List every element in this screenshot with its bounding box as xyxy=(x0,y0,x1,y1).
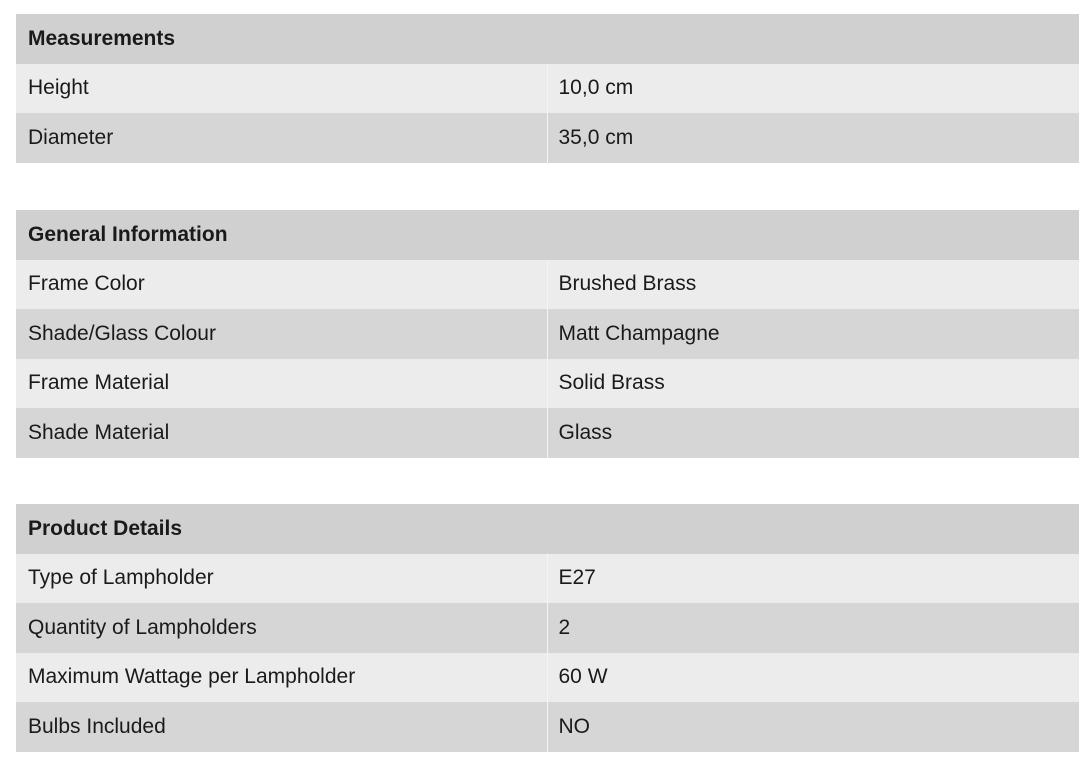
section-title: Product Details xyxy=(16,504,1079,554)
section-title: Measurements xyxy=(16,14,1079,64)
table-row xyxy=(16,653,1079,703)
spec-value: 60 W xyxy=(547,653,1079,703)
table-row xyxy=(16,554,1079,604)
section-header xyxy=(16,504,1079,554)
section-header xyxy=(16,210,1079,260)
table-row xyxy=(16,260,1079,310)
spec-label: Frame Color xyxy=(16,260,547,310)
table-row xyxy=(16,702,1079,752)
measurements-table xyxy=(16,14,1079,163)
spec-value: Matt Champagne xyxy=(547,309,1079,359)
product-details-table xyxy=(16,504,1079,752)
spec-label: Quantity of Lampholders xyxy=(16,603,547,653)
table-row xyxy=(16,309,1079,359)
table-row xyxy=(16,113,1079,163)
spec-label: Maximum Wattage per Lampholder xyxy=(16,653,547,703)
table-row xyxy=(16,603,1079,653)
spec-value: 2 xyxy=(547,603,1079,653)
spec-value: E27 xyxy=(547,554,1079,604)
spec-value: Brushed Brass xyxy=(547,260,1079,310)
spec-label: Frame Material xyxy=(16,359,547,409)
table-row xyxy=(16,359,1079,409)
spec-value: Glass xyxy=(547,408,1079,458)
spec-label: Shade Material xyxy=(16,408,547,458)
table-row xyxy=(16,64,1079,114)
spec-value: NO xyxy=(547,702,1079,752)
spec-label: Diameter xyxy=(16,113,547,163)
spec-value: Solid Brass xyxy=(547,359,1079,409)
table-row xyxy=(16,408,1079,458)
spec-value: 35,0 cm xyxy=(547,113,1079,163)
spec-label: Shade/Glass Colour xyxy=(16,309,547,359)
section-title: General Information xyxy=(16,210,1079,260)
general-information-table xyxy=(16,210,1079,458)
spec-label: Type of Lampholder xyxy=(16,554,547,604)
spec-value: 10,0 cm xyxy=(547,64,1079,114)
section-header xyxy=(16,14,1079,64)
spec-label: Bulbs Included xyxy=(16,702,547,752)
spec-label: Height xyxy=(16,64,547,114)
